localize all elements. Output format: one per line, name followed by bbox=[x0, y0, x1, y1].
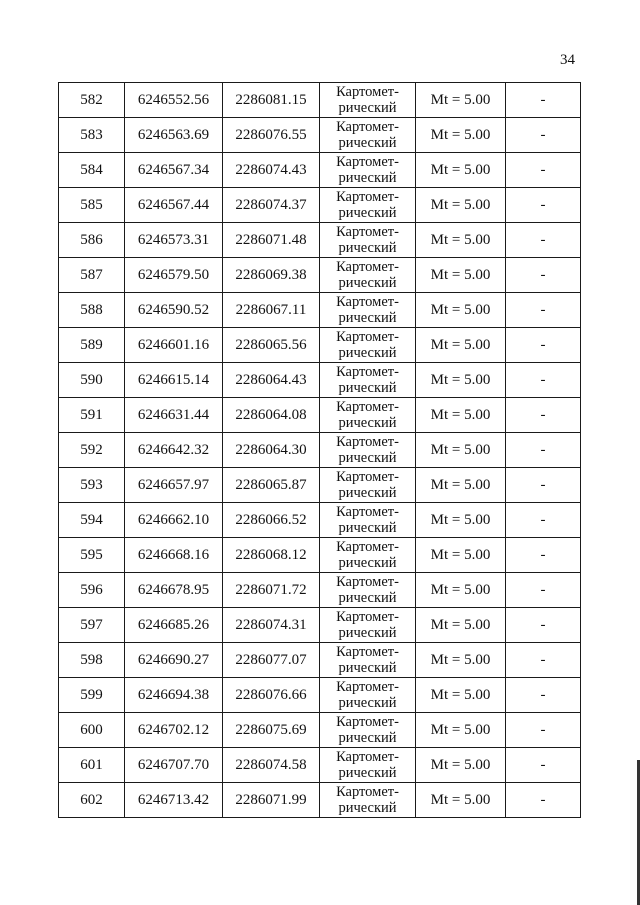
note-cell: - bbox=[506, 293, 581, 328]
table-row bbox=[59, 783, 581, 818]
table-row bbox=[59, 643, 581, 678]
y-coordinate-cell: 2286071.72 bbox=[223, 573, 320, 608]
accuracy-cell: Mt = 5.00 bbox=[416, 468, 506, 503]
table-row bbox=[59, 748, 581, 783]
method-cell bbox=[320, 188, 416, 223]
method-cell bbox=[320, 328, 416, 363]
accuracy-cell: Mt = 5.00 bbox=[416, 223, 506, 258]
point-number-cell: 592 bbox=[59, 433, 125, 468]
method-line-1: Картомет- bbox=[336, 434, 399, 450]
point-number-cell: 599 bbox=[59, 678, 125, 713]
x-coordinate-cell: 6246685.26 bbox=[125, 608, 223, 643]
point-number-cell: 601 bbox=[59, 748, 125, 783]
method-cell bbox=[320, 433, 416, 468]
method-line-1: Картомет- bbox=[336, 84, 399, 100]
y-coordinate-cell: 2286076.66 bbox=[223, 678, 320, 713]
method-line-2: рический bbox=[338, 800, 397, 816]
note-cell: - bbox=[506, 398, 581, 433]
y-coordinate-cell: 2286075.69 bbox=[223, 713, 320, 748]
table-body bbox=[59, 83, 581, 818]
method-cell bbox=[320, 83, 416, 118]
y-coordinate-cell: 2286066.52 bbox=[223, 503, 320, 538]
accuracy-cell: Mt = 5.00 bbox=[416, 538, 506, 573]
note-cell: - bbox=[506, 783, 581, 818]
table-row bbox=[59, 608, 581, 643]
method-line-1: Картомет- bbox=[336, 119, 399, 135]
point-number-cell: 586 bbox=[59, 223, 125, 258]
method-line-2: рический bbox=[338, 275, 397, 291]
method-cell bbox=[320, 293, 416, 328]
method-line-1: Картомет- bbox=[336, 749, 399, 765]
note-cell: - bbox=[506, 678, 581, 713]
method-line-2: рический bbox=[338, 520, 397, 536]
note-cell: - bbox=[506, 188, 581, 223]
table-row bbox=[59, 118, 581, 153]
point-number-cell: 595 bbox=[59, 538, 125, 573]
x-coordinate-cell: 6246694.38 bbox=[125, 678, 223, 713]
x-coordinate-cell: 6246702.12 bbox=[125, 713, 223, 748]
accuracy-cell: Mt = 5.00 bbox=[416, 83, 506, 118]
point-number-cell: 589 bbox=[59, 328, 125, 363]
note-cell: - bbox=[506, 118, 581, 153]
y-coordinate-cell: 2286064.43 bbox=[223, 363, 320, 398]
x-coordinate-cell: 6246573.31 bbox=[125, 223, 223, 258]
table-row bbox=[59, 153, 581, 188]
x-coordinate-cell: 6246590.52 bbox=[125, 293, 223, 328]
x-coordinate-cell: 6246563.69 bbox=[125, 118, 223, 153]
point-number-cell: 602 bbox=[59, 783, 125, 818]
accuracy-cell: Mt = 5.00 bbox=[416, 643, 506, 678]
table-row bbox=[59, 83, 581, 118]
point-number-cell: 596 bbox=[59, 573, 125, 608]
point-number-cell: 593 bbox=[59, 468, 125, 503]
method-line-2: рический bbox=[338, 135, 397, 151]
method-cell bbox=[320, 223, 416, 258]
note-cell: - bbox=[506, 153, 581, 188]
method-cell bbox=[320, 258, 416, 293]
method-cell bbox=[320, 118, 416, 153]
method-line-2: рический bbox=[338, 240, 397, 256]
method-line-2: рический bbox=[338, 100, 397, 116]
point-number-cell: 582 bbox=[59, 83, 125, 118]
method-line-2: рический bbox=[338, 765, 397, 781]
method-cell bbox=[320, 608, 416, 643]
y-coordinate-cell: 2286065.56 bbox=[223, 328, 320, 363]
page-number: 34 bbox=[560, 52, 575, 68]
x-coordinate-cell: 6246567.44 bbox=[125, 188, 223, 223]
method-cell bbox=[320, 468, 416, 503]
note-cell: - bbox=[506, 748, 581, 783]
point-number-cell: 597 bbox=[59, 608, 125, 643]
method-line-2: рический bbox=[338, 380, 397, 396]
method-cell bbox=[320, 153, 416, 188]
y-coordinate-cell: 2286076.55 bbox=[223, 118, 320, 153]
x-coordinate-cell: 6246713.42 bbox=[125, 783, 223, 818]
point-number-cell: 598 bbox=[59, 643, 125, 678]
accuracy-cell: Mt = 5.00 bbox=[416, 783, 506, 818]
accuracy-cell: Mt = 5.00 bbox=[416, 328, 506, 363]
method-line-1: Картомет- bbox=[336, 364, 399, 380]
method-line-2: рический bbox=[338, 205, 397, 221]
method-line-1: Картомет- bbox=[336, 504, 399, 520]
method-line-1: Картомет- bbox=[336, 259, 399, 275]
method-cell bbox=[320, 503, 416, 538]
table-row bbox=[59, 188, 581, 223]
method-line-1: Картомет- bbox=[336, 784, 399, 800]
method-line-2: рический bbox=[338, 415, 397, 431]
point-number-cell: 585 bbox=[59, 188, 125, 223]
y-coordinate-cell: 2286081.15 bbox=[223, 83, 320, 118]
table-row bbox=[59, 678, 581, 713]
method-line-2: рический bbox=[338, 170, 397, 186]
method-cell bbox=[320, 643, 416, 678]
table-row bbox=[59, 398, 581, 433]
table-row bbox=[59, 328, 581, 363]
table-row bbox=[59, 503, 581, 538]
method-cell bbox=[320, 748, 416, 783]
method-line-2: рический bbox=[338, 625, 397, 641]
method-line-2: рический bbox=[338, 345, 397, 361]
x-coordinate-cell: 6246707.70 bbox=[125, 748, 223, 783]
y-coordinate-cell: 2286077.07 bbox=[223, 643, 320, 678]
method-cell bbox=[320, 398, 416, 433]
y-coordinate-cell: 2286069.38 bbox=[223, 258, 320, 293]
x-coordinate-cell: 6246690.27 bbox=[125, 643, 223, 678]
note-cell: - bbox=[506, 608, 581, 643]
method-line-2: рический bbox=[338, 730, 397, 746]
y-coordinate-cell: 2286074.58 bbox=[223, 748, 320, 783]
y-coordinate-cell: 2286071.48 bbox=[223, 223, 320, 258]
x-coordinate-cell: 6246662.10 bbox=[125, 503, 223, 538]
method-cell bbox=[320, 783, 416, 818]
method-line-2: рический bbox=[338, 695, 397, 711]
table-row bbox=[59, 433, 581, 468]
x-coordinate-cell: 6246552.56 bbox=[125, 83, 223, 118]
y-coordinate-cell: 2286071.99 bbox=[223, 783, 320, 818]
x-coordinate-cell: 6246668.16 bbox=[125, 538, 223, 573]
accuracy-cell: Mt = 5.00 bbox=[416, 398, 506, 433]
y-coordinate-cell: 2286064.30 bbox=[223, 433, 320, 468]
note-cell: - bbox=[506, 643, 581, 678]
method-line-1: Картомет- bbox=[336, 609, 399, 625]
table-row bbox=[59, 538, 581, 573]
method-cell bbox=[320, 713, 416, 748]
method-line-1: Картомет- bbox=[336, 644, 399, 660]
method-line-2: рический bbox=[338, 310, 397, 326]
accuracy-cell: Mt = 5.00 bbox=[416, 713, 506, 748]
y-coordinate-cell: 2286064.08 bbox=[223, 398, 320, 433]
note-cell: - bbox=[506, 538, 581, 573]
method-line-2: рический bbox=[338, 555, 397, 571]
note-cell: - bbox=[506, 328, 581, 363]
y-coordinate-cell: 2286067.11 bbox=[223, 293, 320, 328]
method-line-1: Картомет- bbox=[336, 574, 399, 590]
note-cell: - bbox=[506, 433, 581, 468]
accuracy-cell: Mt = 5.00 bbox=[416, 363, 506, 398]
accuracy-cell: Mt = 5.00 bbox=[416, 433, 506, 468]
accuracy-cell: Mt = 5.00 bbox=[416, 293, 506, 328]
method-line-1: Картомет- bbox=[336, 539, 399, 555]
accuracy-cell: Mt = 5.00 bbox=[416, 258, 506, 293]
accuracy-cell: Mt = 5.00 bbox=[416, 118, 506, 153]
point-number-cell: 591 bbox=[59, 398, 125, 433]
x-coordinate-cell: 6246601.16 bbox=[125, 328, 223, 363]
table-row bbox=[59, 293, 581, 328]
x-coordinate-cell: 6246678.95 bbox=[125, 573, 223, 608]
accuracy-cell: Mt = 5.00 bbox=[416, 678, 506, 713]
method-line-1: Картомет- bbox=[336, 294, 399, 310]
method-line-1: Картомет- bbox=[336, 154, 399, 170]
note-cell: - bbox=[506, 363, 581, 398]
y-coordinate-cell: 2286074.43 bbox=[223, 153, 320, 188]
table-row bbox=[59, 223, 581, 258]
method-line-1: Картомет- bbox=[336, 224, 399, 240]
y-coordinate-cell: 2286074.31 bbox=[223, 608, 320, 643]
accuracy-cell: Mt = 5.00 bbox=[416, 748, 506, 783]
accuracy-cell: Mt = 5.00 bbox=[416, 188, 506, 223]
x-coordinate-cell: 6246631.44 bbox=[125, 398, 223, 433]
method-cell bbox=[320, 678, 416, 713]
accuracy-cell: Mt = 5.00 bbox=[416, 503, 506, 538]
table-row bbox=[59, 258, 581, 293]
note-cell: - bbox=[506, 83, 581, 118]
note-cell: - bbox=[506, 258, 581, 293]
table-row bbox=[59, 363, 581, 398]
y-coordinate-cell: 2286068.12 bbox=[223, 538, 320, 573]
accuracy-cell: Mt = 5.00 bbox=[416, 608, 506, 643]
x-coordinate-cell: 6246615.14 bbox=[125, 363, 223, 398]
point-number-cell: 583 bbox=[59, 118, 125, 153]
point-number-cell: 587 bbox=[59, 258, 125, 293]
note-cell: - bbox=[506, 468, 581, 503]
accuracy-cell: Mt = 5.00 bbox=[416, 153, 506, 188]
method-line-2: рический bbox=[338, 450, 397, 466]
point-number-cell: 594 bbox=[59, 503, 125, 538]
point-number-cell: 588 bbox=[59, 293, 125, 328]
method-line-2: рический bbox=[338, 660, 397, 676]
y-coordinate-cell: 2286074.37 bbox=[223, 188, 320, 223]
x-coordinate-cell: 6246579.50 bbox=[125, 258, 223, 293]
method-cell bbox=[320, 573, 416, 608]
method-line-1: Картомет- bbox=[336, 189, 399, 205]
point-number-cell: 600 bbox=[59, 713, 125, 748]
table-row bbox=[59, 713, 581, 748]
point-number-cell: 590 bbox=[59, 363, 125, 398]
method-line-2: рический bbox=[338, 485, 397, 501]
boundary-points-table bbox=[58, 82, 581, 818]
method-line-1: Картомет- bbox=[336, 714, 399, 730]
method-cell bbox=[320, 538, 416, 573]
table-row bbox=[59, 573, 581, 608]
table-row bbox=[59, 468, 581, 503]
note-cell: - bbox=[506, 223, 581, 258]
accuracy-cell: Mt = 5.00 bbox=[416, 573, 506, 608]
method-line-1: Картомет- bbox=[336, 679, 399, 695]
method-line-1: Картомет- bbox=[336, 469, 399, 485]
note-cell: - bbox=[506, 713, 581, 748]
method-line-2: рический bbox=[338, 590, 397, 606]
x-coordinate-cell: 6246567.34 bbox=[125, 153, 223, 188]
method-line-1: Картомет- bbox=[336, 329, 399, 345]
x-coordinate-cell: 6246642.32 bbox=[125, 433, 223, 468]
method-line-1: Картомет- bbox=[336, 399, 399, 415]
method-cell bbox=[320, 363, 416, 398]
note-cell: - bbox=[506, 573, 581, 608]
x-coordinate-cell: 6246657.97 bbox=[125, 468, 223, 503]
point-number-cell: 584 bbox=[59, 153, 125, 188]
note-cell: - bbox=[506, 503, 581, 538]
y-coordinate-cell: 2286065.87 bbox=[223, 468, 320, 503]
